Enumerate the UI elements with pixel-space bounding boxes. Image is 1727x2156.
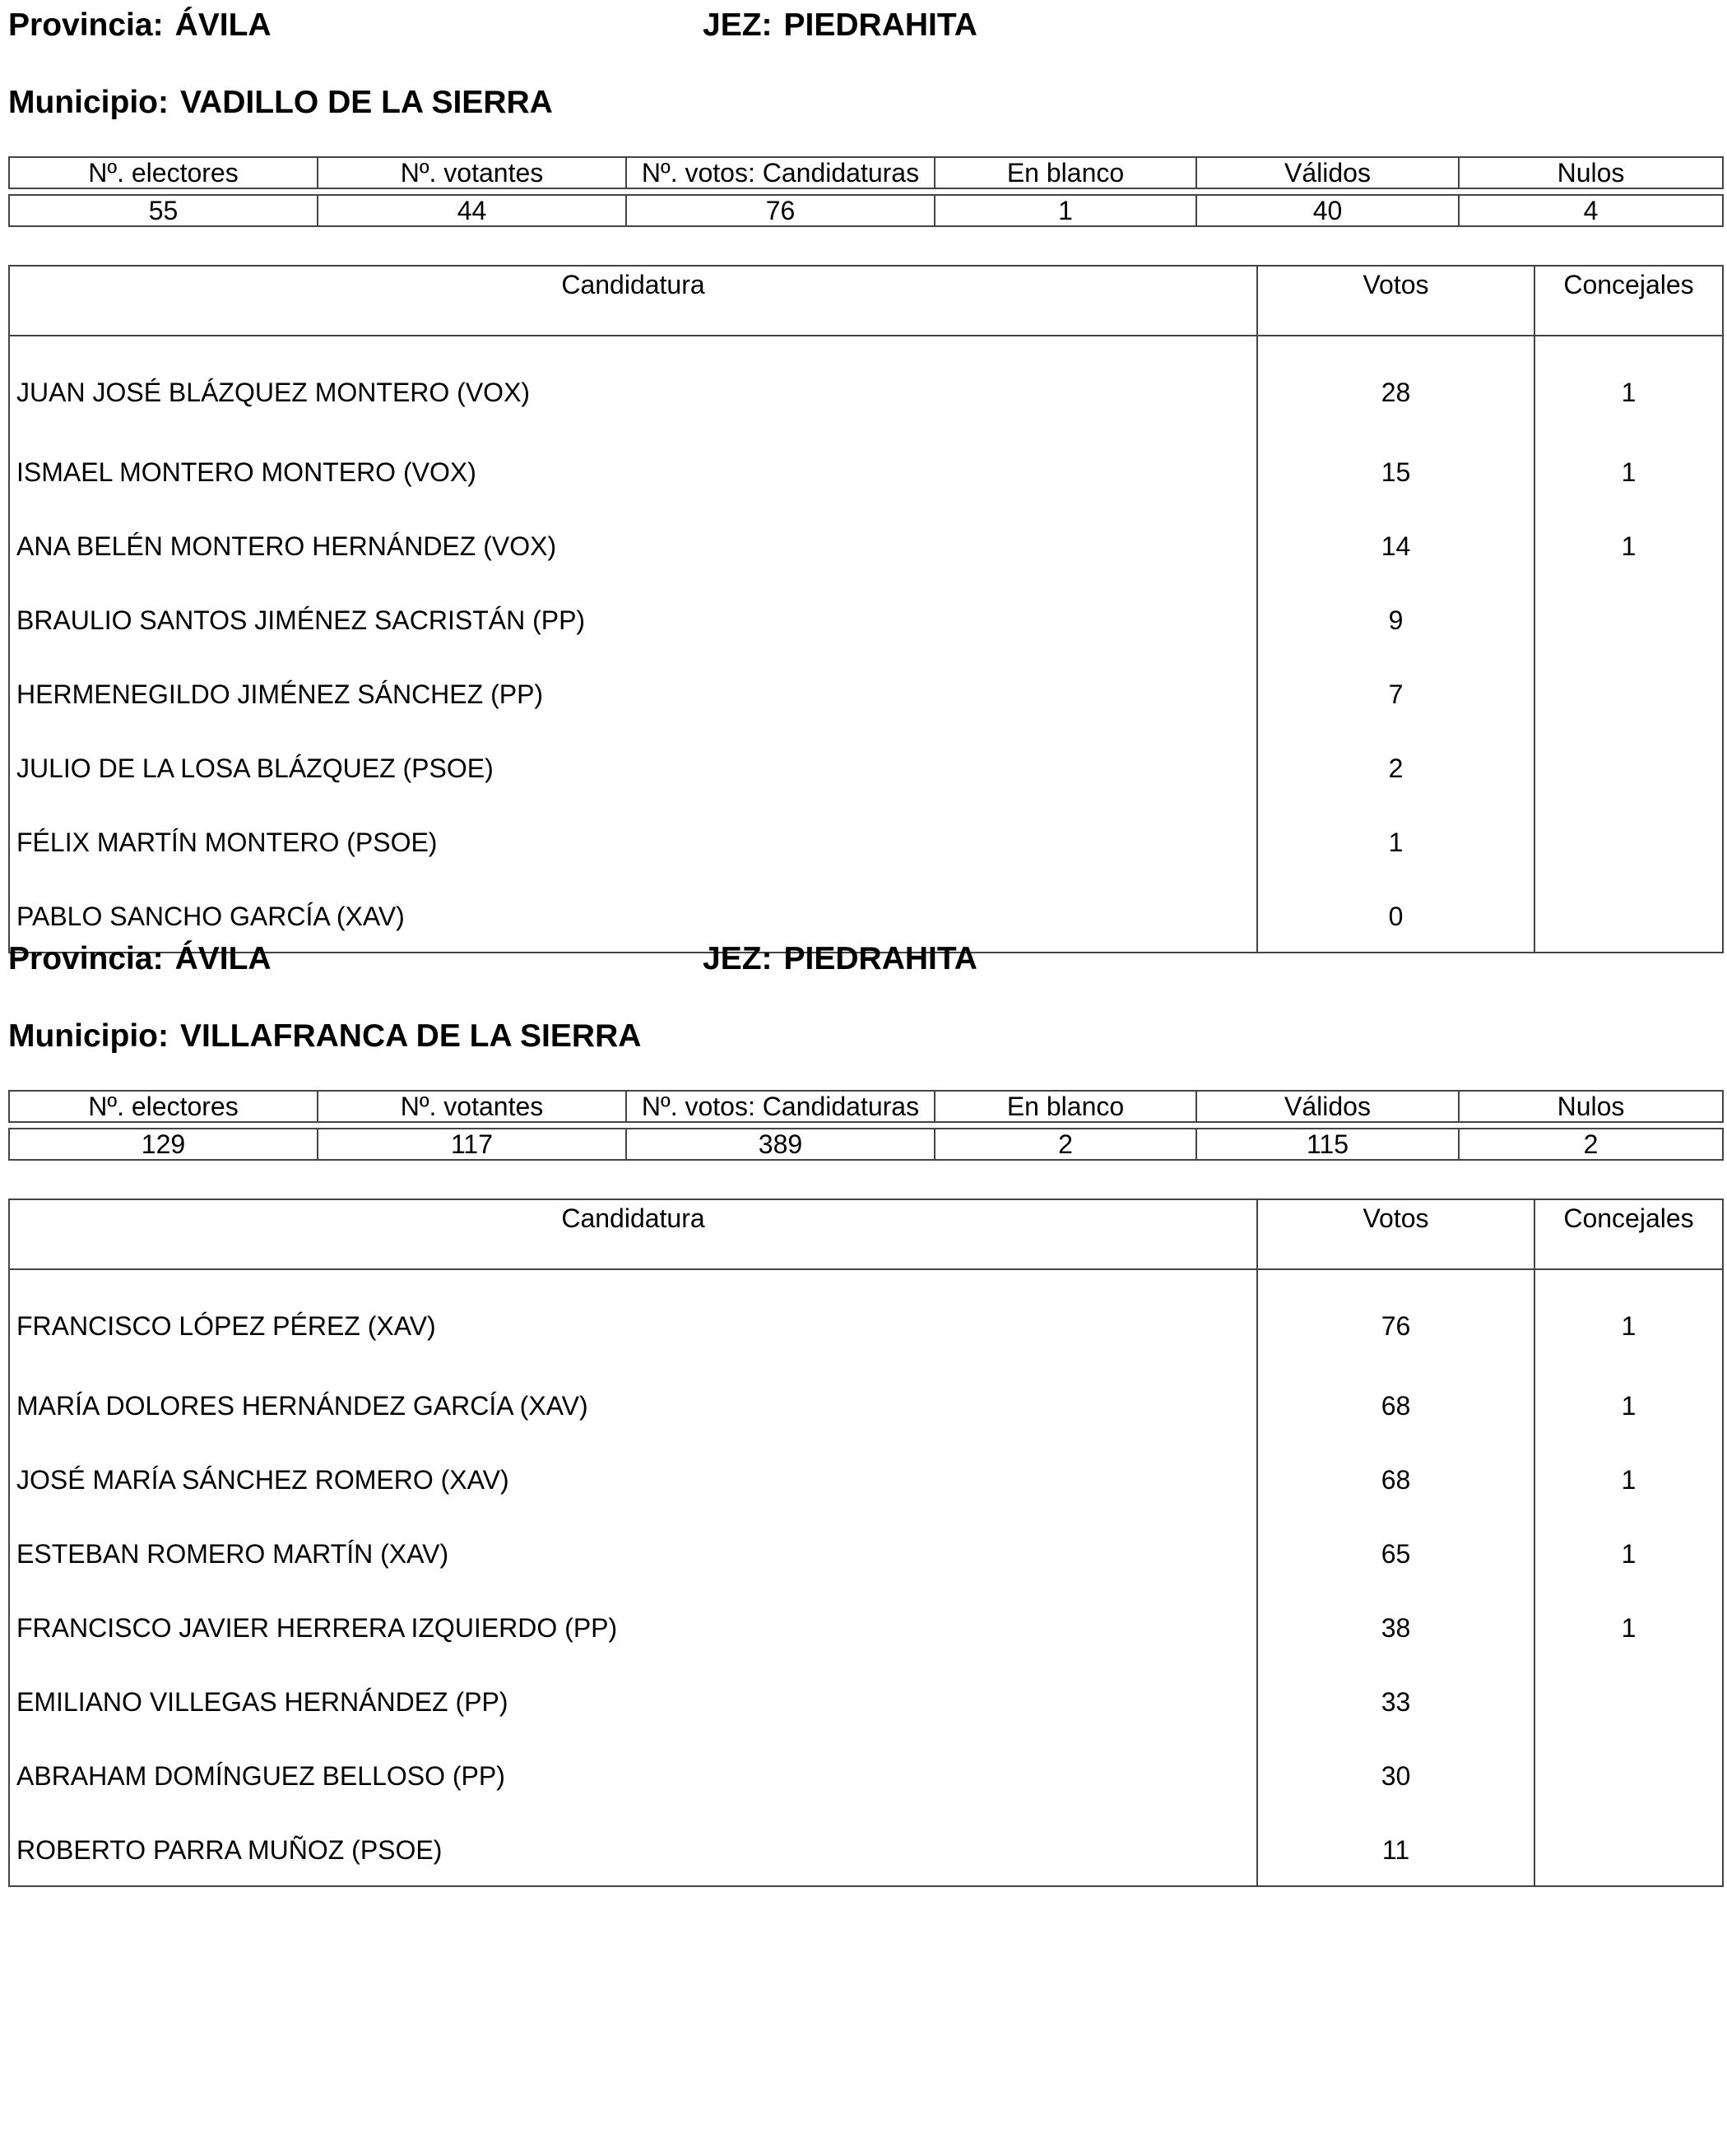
municipio-line [8,84,553,122]
candidate-concejales: 1 [1534,508,1723,582]
candidate-votos: 7 [1257,656,1534,730]
provincia-line [8,940,272,978]
candidate-concejales [1534,1663,1723,1737]
candidate-name: ANA BELÉN MONTERO HERNÁNDEZ (VOX) [9,508,1257,582]
candidate-concejales [1534,656,1723,730]
candidate-votos: 1 [1257,804,1534,878]
summary-value-row [9,195,1723,226]
candidate-concejales: 1 [1534,1269,1723,1367]
candidate-votos: 65 [1257,1515,1534,1589]
candidate-name: FRANCISCO LÓPEZ PÉREZ (XAV) [9,1269,1257,1367]
candidate-concejales: 1 [1534,434,1723,508]
summary-header-cell: En blanco [935,1091,1196,1122]
candidate-name: HERMENEGILDO JIMÉNEZ SÁNCHEZ (PP) [9,656,1257,730]
candidate-votos: 38 [1257,1589,1534,1663]
candidate-name: ROBERTO PARRA MUÑOZ (PSOE) [9,1811,1257,1886]
candidate-votos: 28 [1257,336,1534,434]
municipio-value: VADILLO DE LA SIERRA [179,85,553,120]
candidate-concejales: 1 [1534,1589,1723,1663]
candidate-name: ESTEBAN ROMERO MARTÍN (XAV) [9,1515,1257,1589]
table-row [9,1441,1723,1515]
summary-value-cell: 117 [318,1129,626,1160]
municipio-value: VILLAFRANCA DE LA SIERRA [179,1018,642,1054]
summary-value-cell: 115 [1196,1129,1459,1160]
table-row [9,1367,1723,1441]
summary-value-cell: 76 [626,195,935,226]
candidate-votos: 9 [1257,582,1534,656]
candidate-name: EMILIANO VILLEGAS HERNÁNDEZ (PP) [9,1663,1257,1737]
table-row [9,730,1723,804]
jez-label: JEZ: [703,941,773,976]
candidatura-header: Candidatura [9,266,1257,336]
candidate-concejales [1534,582,1723,656]
candidate-votos: 14 [1257,508,1534,582]
table-row [9,582,1723,656]
candidate-name: PABLO SANCHO GARCÍA (XAV) [9,878,1257,953]
summary-header-cell: Nº. votantes [318,1091,626,1122]
summary-value-cell: 389 [626,1129,935,1160]
summary-header-row [9,157,1723,188]
table-row [9,1515,1723,1589]
candidate-votos: 30 [1257,1737,1534,1811]
table-row [9,804,1723,878]
candidates-table [8,1199,1724,1887]
summary-header-cell: En blanco [935,157,1196,188]
summary-value-cell: 2 [1459,1129,1723,1160]
summary-value-cell: 1 [935,195,1196,226]
candidate-name: BRAULIO SANTOS JIMÉNEZ SACRISTÁN (PP) [9,582,1257,656]
municipio-line [8,1018,641,1055]
jez-value: PIEDRAHITA [783,7,977,43]
candidate-votos: 15 [1257,434,1534,508]
table-row [9,434,1723,508]
summary-value-cell: 2 [935,1129,1196,1160]
candidate-concejales [1534,1737,1723,1811]
table-row [9,336,1723,434]
table-row [9,1737,1723,1811]
summary-header-cell: Nº. votantes [318,157,626,188]
candidate-concejales: 1 [1534,336,1723,434]
summary-header-cell: Válidos [1196,1091,1459,1122]
candidate-concejales [1534,878,1723,953]
candidate-concejales [1534,1811,1723,1886]
candidate-name: JOSÉ MARÍA SÁNCHEZ ROMERO (XAV) [9,1441,1257,1515]
summary-value-cell: 129 [9,1129,318,1160]
candidate-name: JUAN JOSÉ BLÁZQUEZ MONTERO (VOX) [9,336,1257,434]
summary-header-row [9,1091,1723,1122]
concejales-header: Concejales [1534,1199,1723,1269]
candidate-concejales: 1 [1534,1367,1723,1441]
jez-line [703,940,977,978]
summary-header-cell: Nº. electores [9,157,318,188]
summary-header-cell: Nulos [1459,157,1723,188]
summary-header-cell: Nº. votos: Candidaturas [626,157,935,188]
candidatura-header: Candidatura [9,1199,1257,1269]
provincia-label: Provincia: [8,941,164,976]
jez-line [703,7,977,44]
table-row [9,1269,1723,1367]
table-row [9,656,1723,730]
concejales-header: Concejales [1534,266,1723,336]
candidate-votos: 33 [1257,1663,1534,1737]
provincia-value: ÁVILA [174,941,272,976]
candidates-header-row [9,1199,1723,1269]
provincia-label: Provincia: [8,7,164,43]
table-row [9,1663,1723,1737]
candidate-votos: 68 [1257,1441,1534,1515]
summary-header-cell: Nº. electores [9,1091,318,1122]
candidate-concejales [1534,804,1723,878]
candidate-votos: 2 [1257,730,1534,804]
candidate-name: ABRAHAM DOMÍNGUEZ BELLOSO (PP) [9,1737,1257,1811]
candidate-votos: 68 [1257,1367,1534,1441]
summary-header-cell: Nulos [1459,1091,1723,1122]
candidate-votos: 76 [1257,1269,1534,1367]
votos-header: Votos [1257,1199,1534,1269]
provincia-line [8,7,272,44]
municipio-label: Municipio: [8,85,169,120]
candidate-name: JULIO DE LA LOSA BLÁZQUEZ (PSOE) [9,730,1257,804]
candidate-concejales [1534,730,1723,804]
summary-value-cell: 40 [1196,195,1459,226]
candidate-concejales: 1 [1534,1515,1723,1589]
summary-table [8,156,1724,227]
table-row [9,1589,1723,1663]
candidate-name: MARÍA DOLORES HERNÁNDEZ GARCÍA (XAV) [9,1367,1257,1441]
votos-header: Votos [1257,266,1534,336]
summary-table [8,1090,1724,1161]
candidate-name: FRANCISCO JAVIER HERRERA IZQUIERDO (PP) [9,1589,1257,1663]
candidate-concejales: 1 [1534,1441,1723,1515]
summary-value-cell: 55 [9,195,318,226]
candidates-table [8,265,1724,953]
candidate-name: ISMAEL MONTERO MONTERO (VOX) [9,434,1257,508]
municipio-label: Municipio: [8,1018,169,1054]
candidate-votos: 0 [1257,878,1534,953]
table-row [9,508,1723,582]
summary-value-row [9,1129,1723,1160]
candidate-name: FÉLIX MARTÍN MONTERO (PSOE) [9,804,1257,878]
candidates-header-row [9,266,1723,336]
provincia-value: ÁVILA [174,7,272,43]
candidate-votos: 11 [1257,1811,1534,1886]
summary-header-cell: Nº. votos: Candidaturas [626,1091,935,1122]
jez-value: PIEDRAHITA [783,941,977,976]
summary-value-cell: 4 [1459,195,1723,226]
summary-header-cell: Válidos [1196,157,1459,188]
table-row [9,1811,1723,1886]
jez-label: JEZ: [703,7,773,43]
summary-value-cell: 44 [318,195,626,226]
